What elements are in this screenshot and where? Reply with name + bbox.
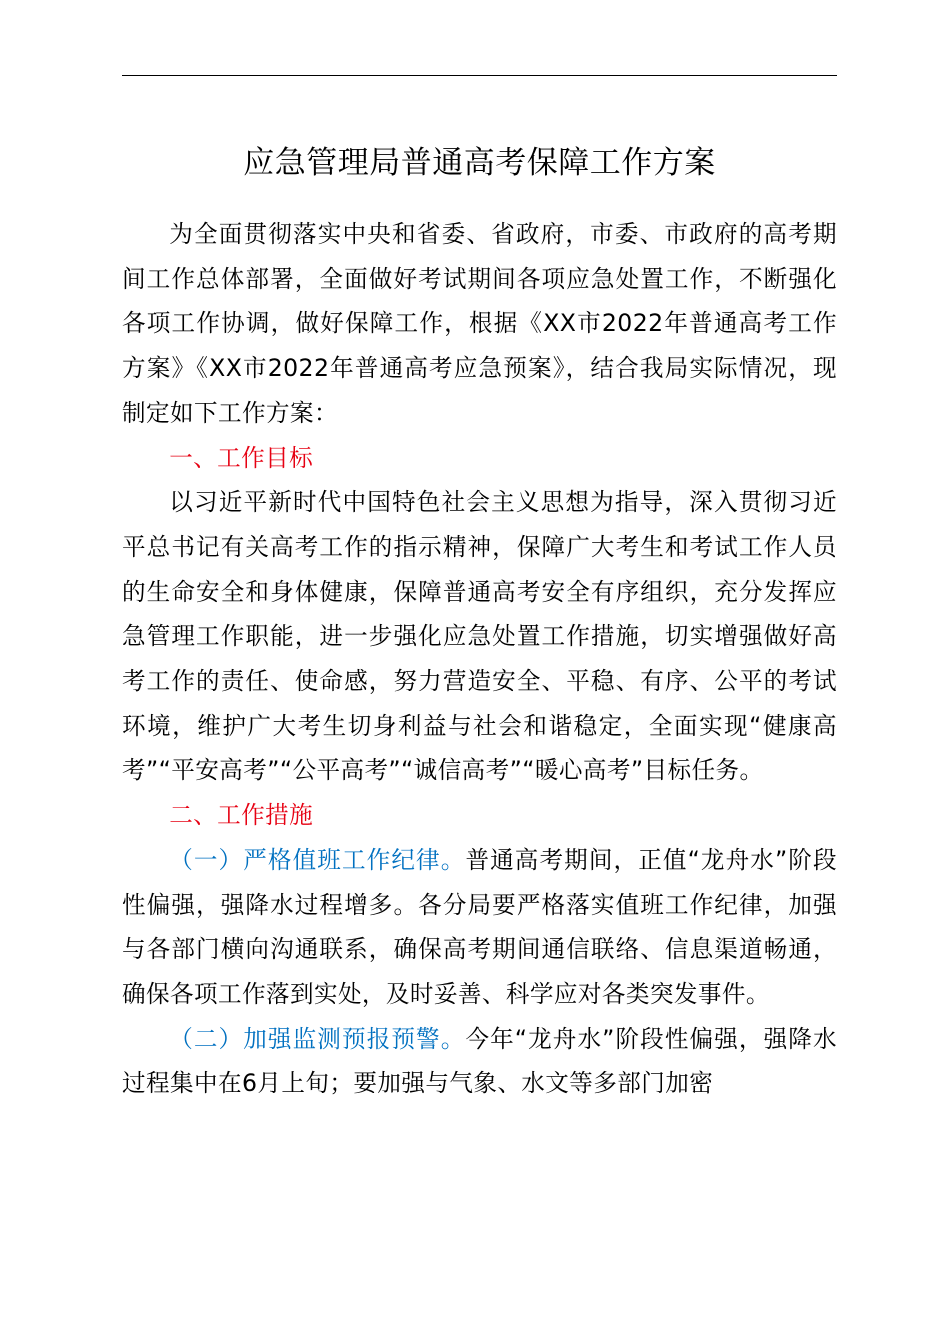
section-heading-goals: 一、工作目标 xyxy=(169,443,314,472)
document-title: 应急管理局普通高考保障工作方案 xyxy=(243,145,716,181)
goals-paragraph: 以习近平新时代中国特色社会主义思想为指导，深入贯彻习近平总书记有关高考工作的指示精神，保障广大考生和考试工作人员的生命安全和身体健康，保障普通高考安全有序组织，充分发挥应急管理工作职能，进一步强化应急处置工作措施，切实增强做好高考工作的责任、使命感，努力营造安全、平稳、有序、公平的考试环境，维护广大考生切身利益与社会和谐稳定，全面实现“健康高考”“平安高考”“公平高考”“诚信高考”“暖心高考”目标任务。 xyxy=(122,488,837,785)
document-body xyxy=(122,212,837,1106)
measure-text-monitoring: 今年“龙舟水”阶段性偏强，强降水过程集中在6月上旬；要加强与气象、水文等多部门加密 xyxy=(122,1024,837,1098)
measure-label-monitoring: （二）加强监测预报预警。 xyxy=(169,1024,466,1053)
header-rule xyxy=(122,75,837,76)
measure-paragraph-duty xyxy=(122,838,837,1017)
measure-text-duty: 普通高考期间，正值“龙舟水”阶段性偏强，强降水过程增多。各分局要严格落实值班工作纪律，加强与各部门横向沟通联系，确保高考期间通信联络、信息渠道畅通，确保各项工作落到实处，及时妥善、科学应对各类突发事件。 xyxy=(122,845,837,1008)
measure-label-duty: （一）严格值班工作纪律。 xyxy=(169,845,466,874)
measure-paragraph-monitoring xyxy=(122,1017,837,1106)
section-heading-measures: 二、工作措施 xyxy=(169,801,314,830)
intro-paragraph: 为全面贯彻落实中央和省委、省政府，市委、市政府的高考期间工作总体部署，全面做好考试期间各项应急处置工作，不断强化各项工作协调，做好保障工作，根据《XX市2022年普通高考工作方案》《XX市2022年普通高考应急预案》，结合我局实际情况，现制定如下工作方案： xyxy=(122,220,837,427)
